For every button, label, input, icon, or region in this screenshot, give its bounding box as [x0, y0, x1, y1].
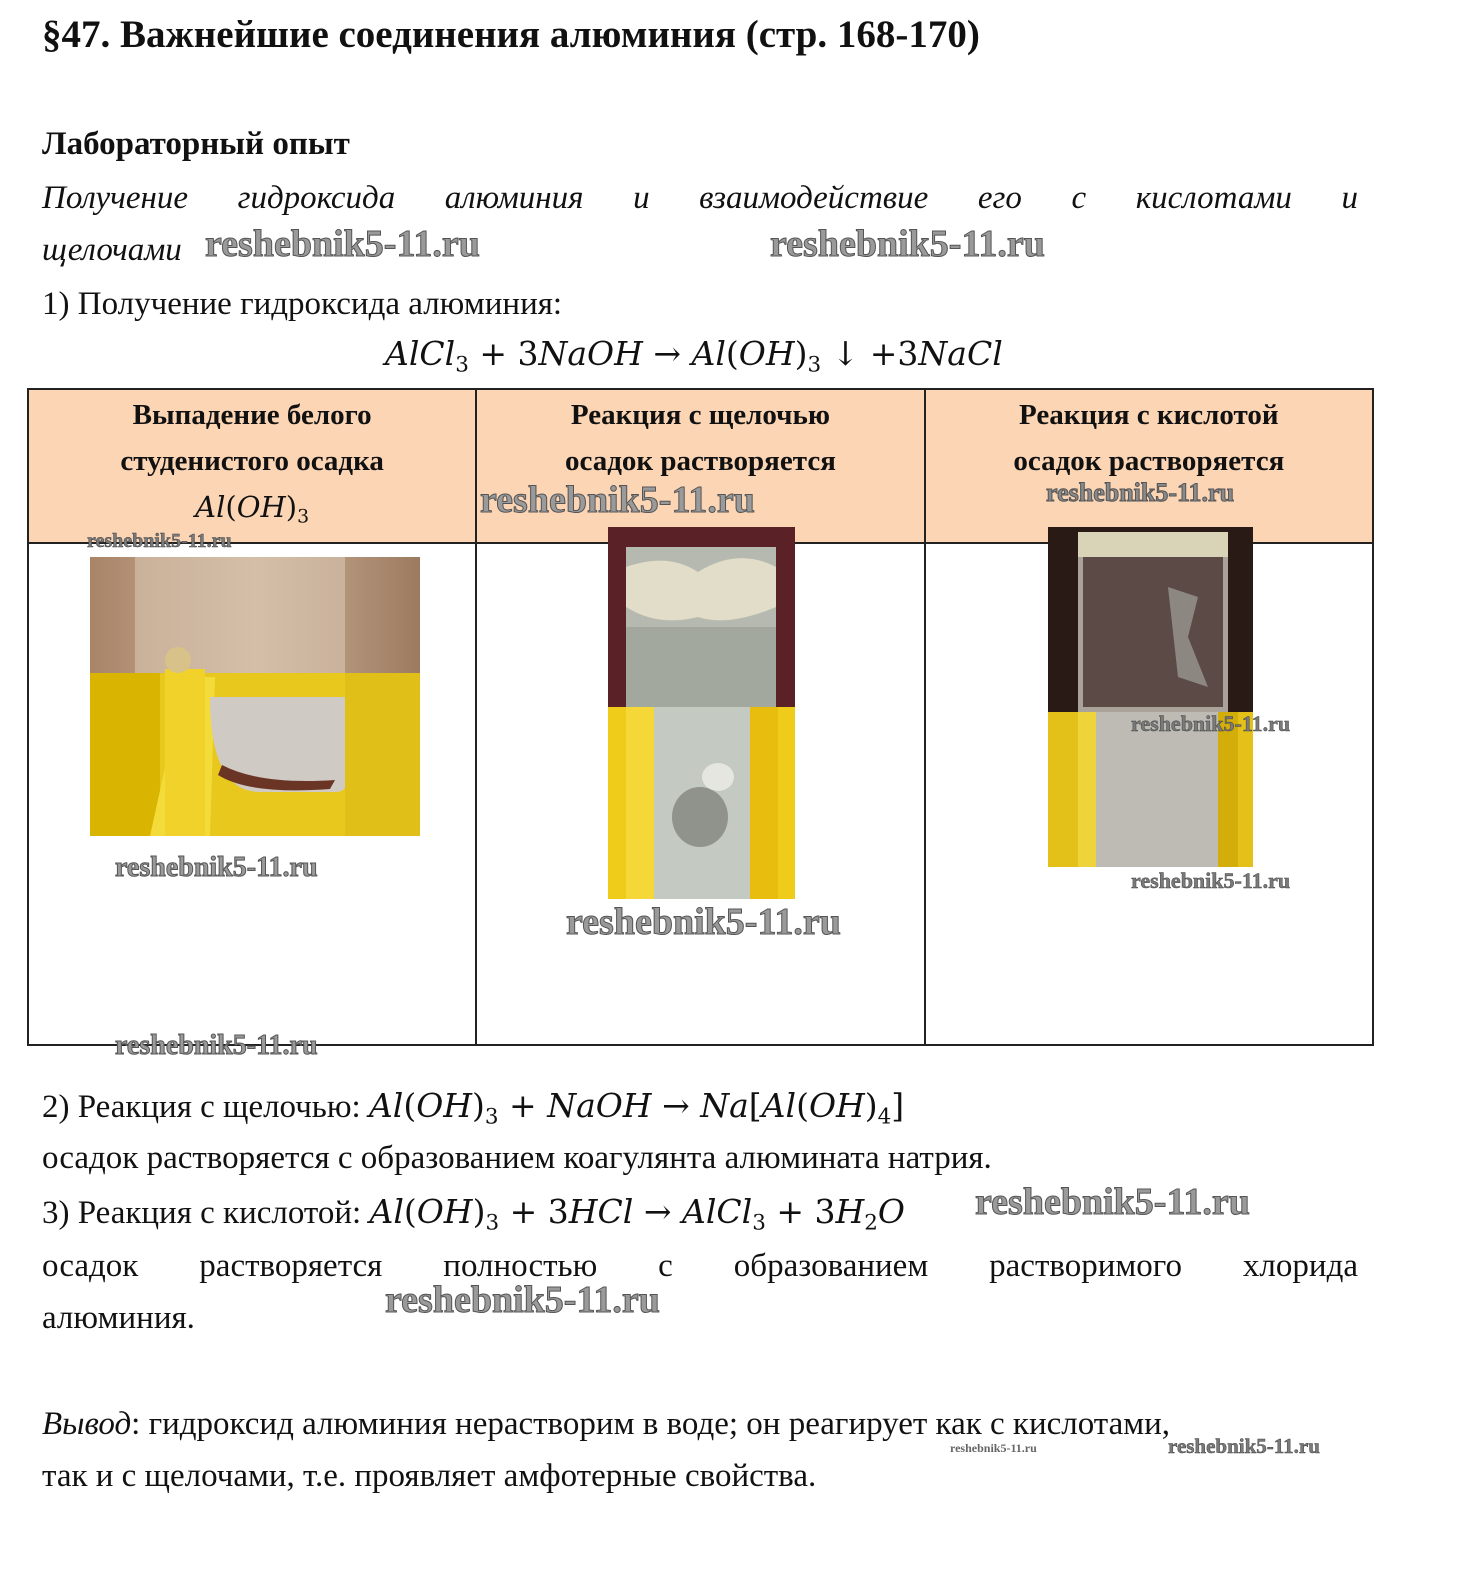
step2-label: 2) Реакция с щелочью: [42, 1089, 361, 1125]
header-precipitate [28, 389, 476, 543]
equation1: AlCl$_3$ + 3NaOH → $Al(OH)_3$ ↓ +3NaCl [385, 334, 1003, 378]
watermark: reshebnik5-11.ru [1168, 1434, 1320, 1458]
watermark: reshebnik5-11.ru [1046, 478, 1235, 507]
lab-subtitle-line2: щелочами [42, 232, 182, 268]
conclusion-label: Вывод [42, 1406, 132, 1442]
watermark: reshebnik5-11.ru [950, 1441, 1037, 1455]
conclusion-line2: так и с щелочами, т.е. проявляет амфотерные свойства. [42, 1458, 817, 1494]
header-formula: $Al(OH)_3$ [195, 490, 310, 528]
watermark: reshebnik5-11.ru [87, 530, 232, 552]
watermark: reshebnik5-11.ru [385, 1279, 660, 1321]
watermark: reshebnik5-11.ru [566, 901, 841, 943]
watermark: reshebnik5-11.ru [1131, 711, 1291, 736]
equation2: $Al(OH)_3$ + NaOH → $Na[Al(OH)_4]$ [368, 1086, 905, 1130]
page-title: §47. Важнейшие соединения алюминия (стр. 168-170) [42, 13, 980, 56]
test-tube-alkali-photo [608, 527, 795, 899]
step3-text-line2: алюминия. [42, 1300, 195, 1336]
conclusion-text: : гидроксид алюминия нерастворим в воде; он реагирует как с кислотами, [131, 1406, 1171, 1442]
lab-subtitle-line1: Получение гидроксида алюминия и взаимодействие его с кислотами и [42, 180, 1358, 216]
step3-label: 3) Реакция с кислотой: [42, 1195, 362, 1231]
watermark: reshebnik5-11.ru [205, 223, 480, 265]
watermark: reshebnik5-11.ru [115, 852, 318, 883]
watermark: reshebnik5-11.ru [115, 1030, 318, 1061]
watermark: reshebnik5-11.ru [770, 223, 1045, 265]
step2-text: осадок растворяется с образованием коагулянта алюмината натрия. [42, 1140, 992, 1176]
header-line: Реакция с кислотой [1018, 399, 1279, 431]
watermark: reshebnik5-11.ru [1131, 868, 1291, 893]
header-line: студенистого осадка [120, 445, 384, 477]
step1-label: 1) Получение гидроксида алюминия: [42, 286, 563, 322]
equation3: $Al(OH)_3 + 3HCl$ → AlCl$_3$ + $3H_2O$ [369, 1192, 905, 1236]
header-line: Выпадение белого [132, 399, 372, 431]
header-line: осадок растворяется [564, 445, 836, 477]
header-acid [925, 389, 1373, 543]
lab-heading: Лабораторный опыт [42, 126, 350, 162]
test-tube-precipitate-photo [90, 557, 420, 836]
test-tube-acid-photo [1048, 527, 1253, 867]
header-line: Реакция с щелочью [570, 399, 831, 431]
step3-text-line1: осадок растворяется полностью с образованием растворимого хлорида [42, 1248, 1358, 1284]
header-line: осадок растворяется [1013, 445, 1285, 477]
watermark: reshebnik5-11.ru [480, 479, 755, 521]
watermark: reshebnik5-11.ru [975, 1181, 1250, 1223]
